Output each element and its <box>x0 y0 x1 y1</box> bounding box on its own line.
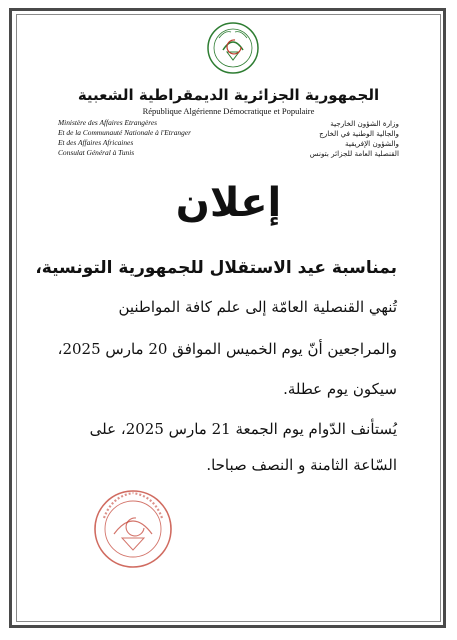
ministry-line: والجالية الوطنية في الخارج <box>319 129 399 138</box>
ministry-line: وزارة الشؤون الخارجية <box>330 119 399 128</box>
ministry-line: Et des Affaires Africaines <box>58 138 134 147</box>
announcement-heading: إعلان <box>175 180 282 226</box>
official-stamp-icon <box>92 488 174 570</box>
body-line: سيكون يوم عطلة. <box>283 380 397 398</box>
consulate-line: القنصلية العامة للجزائر بتونس <box>309 149 399 158</box>
ministry-header-arabic <box>249 119 399 159</box>
national-emblem-icon <box>205 20 261 76</box>
ministry-line: والشؤون الإفريقية <box>345 139 399 148</box>
consulate-line: Consulat Général à Tunis <box>58 148 135 157</box>
republic-title-french: République Algérienne Démocratique et Populaire <box>142 106 315 116</box>
ministry-line: Ministère des Affaires Etrangères <box>58 118 158 127</box>
ministry-header-french <box>58 118 208 158</box>
republic-title-arabic: الجمهورية الجزائرية الديمقراطية الشعبية <box>77 86 380 104</box>
body-line: والمراجعين أنّ يوم الخميس الموافق 20 مارس 2025، <box>57 340 397 358</box>
ministry-line: Et de la Communauté Nationale à l'Etranger <box>58 128 191 137</box>
occasion-line: بمناسبة عيد الاستقلال للجمهورية التونسية، <box>35 258 397 278</box>
body-line: السّاعة الثامنة و النصف صباحا. <box>206 456 397 474</box>
body-line: تُنهي القنصلية العامّة إلى علم كافة المواطنين <box>118 298 397 316</box>
body-line: يُستأنف الدّوام يوم الجمعة 21 مارس 2025، على <box>89 420 397 438</box>
